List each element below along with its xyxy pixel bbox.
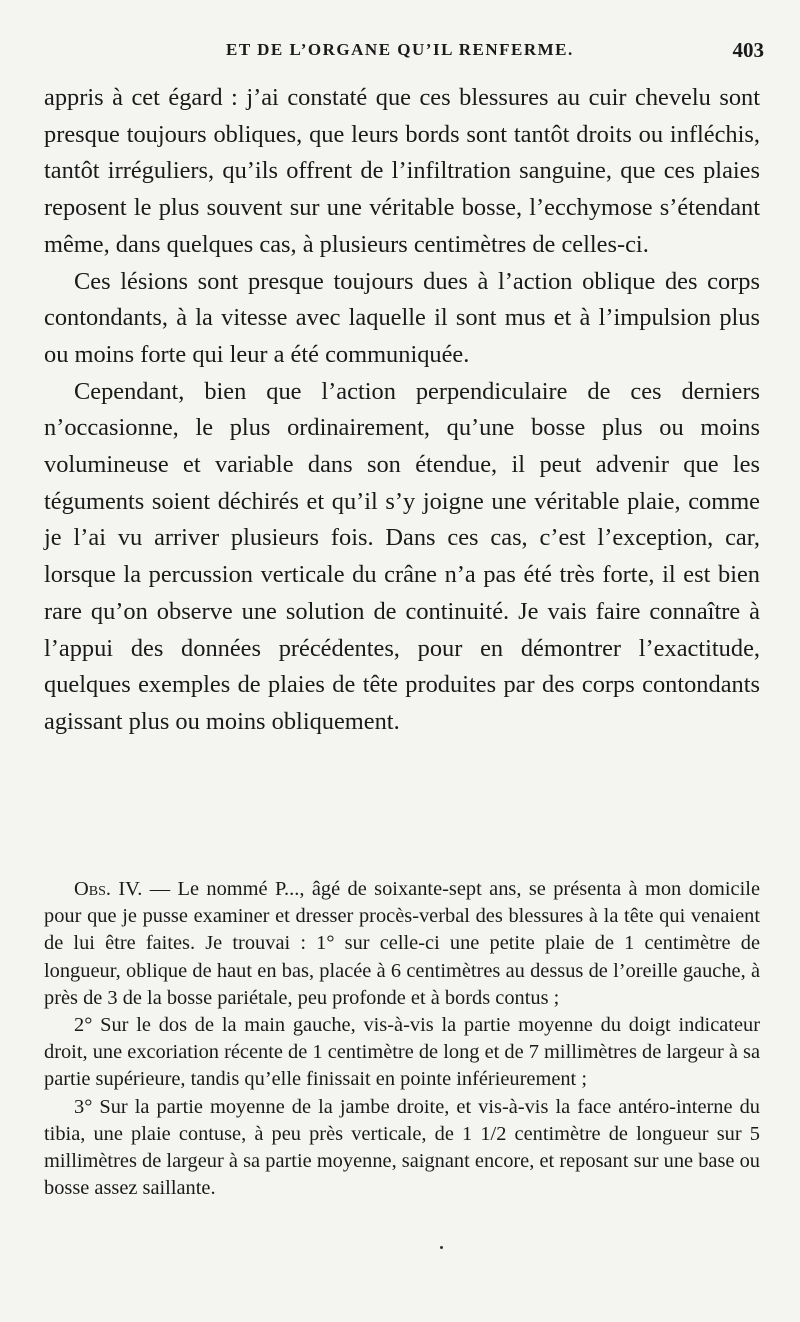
paragraph-continuation: appris à cet égard : j’ai constaté que ces blessures au cuir chevelu sont presque toujours obliques, que leurs bords sont tantôt droits ou infléchis, tantôt irréguliers, qu’ils offrent de l’infiltration sanguine, que ces plaies reposent le plus souvent sur une véritable bosse, l’ecchymose s’étendant même, dans quelques cas, à plusieurs centimètres de celles-ci. [44, 84, 760, 258]
ornament-dot [440, 1246, 443, 1249]
running-title: ET DE L’ORGANE QU’IL RENFERME. [226, 40, 574, 59]
observation-item: 3° Sur la partie moyenne de la jambe droite, et vis-à-vis la face antéro-interne du tibia, une plaie contuse, à peu près verticale, de 1 1/2 centimètre de longueur sur 5 millimètres de largeur à sa partie moyenne, saignant encore, et reposant sur une base ou bosse assez saillante. [44, 1095, 760, 1200]
paragraph: Cependant, bien que l’action perpendiculaire de ces derniers n’occasionne, le plus ordinairement, qu’une bosse plus ou moins volumineuse et variable dans son étendue, il peut advenir que les téguments soient déchirés et qu’il s’y joigne une véritable plaie, comme je l’ai vu arriver plusieurs fois. Dans ces cas, c’est l’exception, car, lorsque la percussion verticale du crâne n’a pas été très forte, il est bien rare qu’on observe une solution de continuité. Je vais faire connaître à l’appui des données précédentes, pour en démontrer l’exactitude, quelques exemples de plaies de tête produites par des corps contondants agissant plus ou moins obliquement. [44, 377, 760, 735]
observation-intro-text: — Le nommé P..., âgé de soixante-sept ans, se présenta à mon domicile pour que je pusse examiner et dresser procès-verbal des blessures à la tête qui venaient de lui être faites. Je trouvai : 1° sur celle-ci une petite plaie de 1 centimètre de longueur, oblique de haut en bas, placée à 6 centimètres au dessus de l’oreille gauche, à près de 3 de la bosse pariétale, peu profonde et à bords contus ; [44, 878, 760, 1009]
observation-block [44, 876, 760, 1202]
main-text [44, 80, 760, 741]
observation-label: Obs. IV. [74, 878, 143, 900]
observation-intro [44, 876, 760, 1012]
page-header [40, 38, 770, 70]
paragraph: Ces lésions sont presque toujours dues à l’action oblique des corps contondants, à la vitesse avec laquelle il sont mus et à l’impulsion plus ou moins forte qui leur a été communiquée. [44, 267, 760, 368]
observation-item: 2° Sur le dos de la main gauche, vis-à-vis la partie moyenne du doigt indicateur droit, une excoriation récente de 1 centimètre de long et de 7 millimètres de largeur à sa partie supérieure, tandis qu’elle finissait en pointe inférieurement ; [44, 1014, 760, 1091]
page-number: 403 [732, 38, 764, 62]
